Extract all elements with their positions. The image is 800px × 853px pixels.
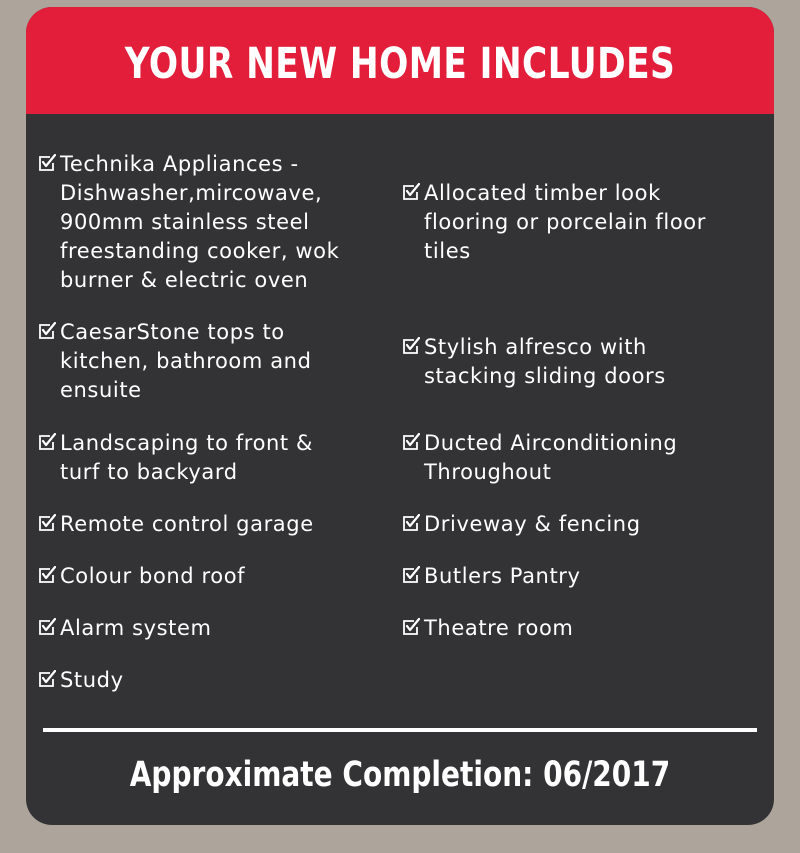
- item-label: Remote control garage: [60, 512, 314, 536]
- list-item: [38, 562, 245, 591]
- list-item: [38, 429, 313, 487]
- checkbox-checked-icon: [38, 154, 60, 172]
- checkbox-checked-icon: [38, 514, 60, 532]
- item-label: Landscaping to front & turf to backyard: [60, 431, 314, 484]
- item-label: CaesarStone tops to kitchen, bathroom and ensuite: [60, 320, 312, 402]
- item-label: Driveway & fencing: [424, 512, 641, 536]
- checkbox-checked-icon: [38, 566, 60, 584]
- checkbox-checked-icon: [402, 183, 424, 201]
- item-label: Study: [60, 668, 124, 692]
- list-item: [38, 666, 124, 695]
- item-label: Theatre room: [424, 616, 574, 640]
- checkbox-checked-icon: [402, 337, 424, 355]
- list-item: [38, 318, 312, 405]
- list-item: [38, 150, 339, 295]
- checkbox-checked-icon: [402, 514, 424, 532]
- item-label: Stylish alfresco with stacking sliding doors: [424, 335, 666, 388]
- header-banner: [26, 7, 774, 114]
- checkbox-checked-icon: [38, 618, 60, 636]
- item-label: Ducted Airconditioning Throughout: [424, 431, 678, 484]
- checkbox-checked-icon: [38, 322, 60, 340]
- item-label: Allocated timber look flooring or porcelain floor tiles: [424, 181, 706, 263]
- item-label: Butlers Pantry: [424, 564, 581, 588]
- list-item: [402, 179, 706, 266]
- divider: [43, 728, 757, 732]
- list-item: [402, 510, 641, 539]
- page-title: YOUR NEW HOME INCLUDES: [124, 38, 676, 89]
- list-item: [402, 333, 666, 391]
- checkbox-checked-icon: [38, 433, 60, 451]
- checkbox-checked-icon: [402, 566, 424, 584]
- item-label: Technika Appliances - Dishwasher,mircowave, 900mm stainless steel freestanding cooker, wok burner & electric oven: [60, 152, 340, 292]
- list-item: [402, 614, 573, 643]
- item-label: Alarm system: [60, 616, 212, 640]
- completion-date: Approximate Completion: 06/2017: [129, 755, 671, 795]
- inclusions-card: [26, 7, 774, 825]
- list-item: [402, 562, 581, 591]
- checkbox-checked-icon: [402, 618, 424, 636]
- list-item: [38, 614, 212, 643]
- item-label: Colour bond roof: [60, 564, 246, 588]
- checkbox-checked-icon: [402, 433, 424, 451]
- list-item: [402, 429, 677, 487]
- checkbox-checked-icon: [38, 670, 60, 688]
- list-item: [38, 510, 314, 539]
